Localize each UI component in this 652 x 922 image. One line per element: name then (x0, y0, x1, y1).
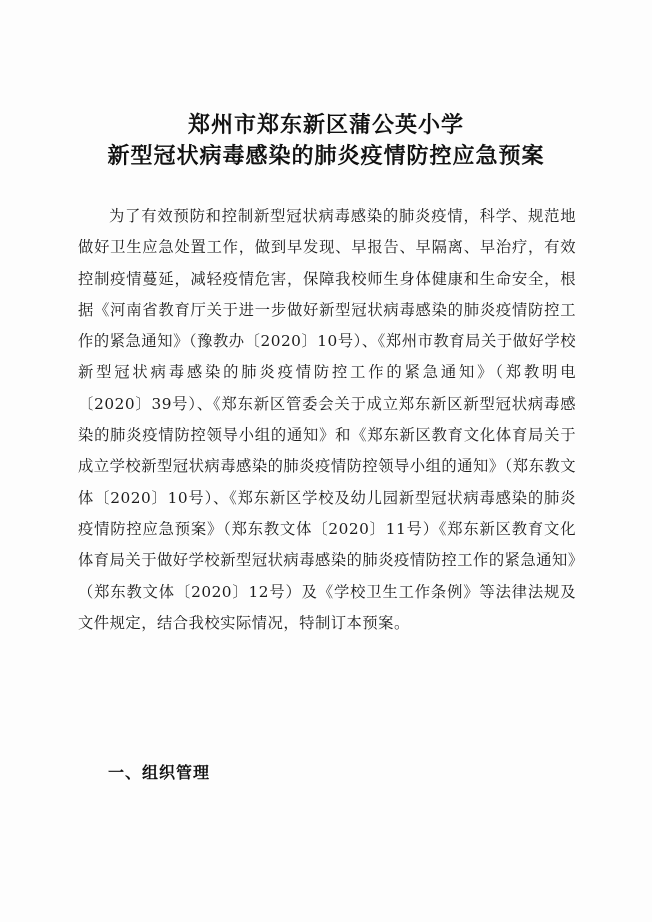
document-title-school: 郑州市郑东新区蒲公英小学 (187, 113, 464, 138)
document-title-plan: 新型冠状病毒感染的肺炎疫情防控应急预案 (107, 144, 545, 169)
intro-paragraph: 为了有效预防和控制新型冠状病毒感染的肺炎疫情，科学、规范地做好卫生应急处置工作，做到早发现、早报告、早隔离、早治疗，有效控制疫情蔓延，减轻疫情危害，保障我校师生身体健康和生命安全，根据《河南省教育厅关于进一步做好新型冠状病毒感染的肺炎疫情防控工作的紧急通知》（豫教办〔2020〕10号）、《郑州市教育局关于做好学校新型冠状病毒感染的肺炎疫情防控工作的紧急通知》（郑教明电〔2020〕39号）、《郑东新区管委会关于成立郑东新区新型冠状病毒感染的肺炎疫情防控领导小组的通知》和《郑东新区教育文化体育局关于成立学校新型冠状病毒感染的肺炎疫情防控领导小组的通知》（郑东教文体〔2020〕10号）、《郑东新区学校及幼儿园新型冠状病毒感染的肺炎疫情防控应急预案》（郑东教文体〔2020〕11号）《郑东新区教育文化体育局关于做好学校新型冠状病毒感染的肺炎疫情防控工作的紧急通知》（郑东教文体〔2020〕12号）及《学校卫生工作条例》等法律法规及文件规定，结合我校实际情况，特制订本预案。 (78, 207, 576, 632)
section-heading-organization: 一、组织管理 (108, 763, 211, 782)
